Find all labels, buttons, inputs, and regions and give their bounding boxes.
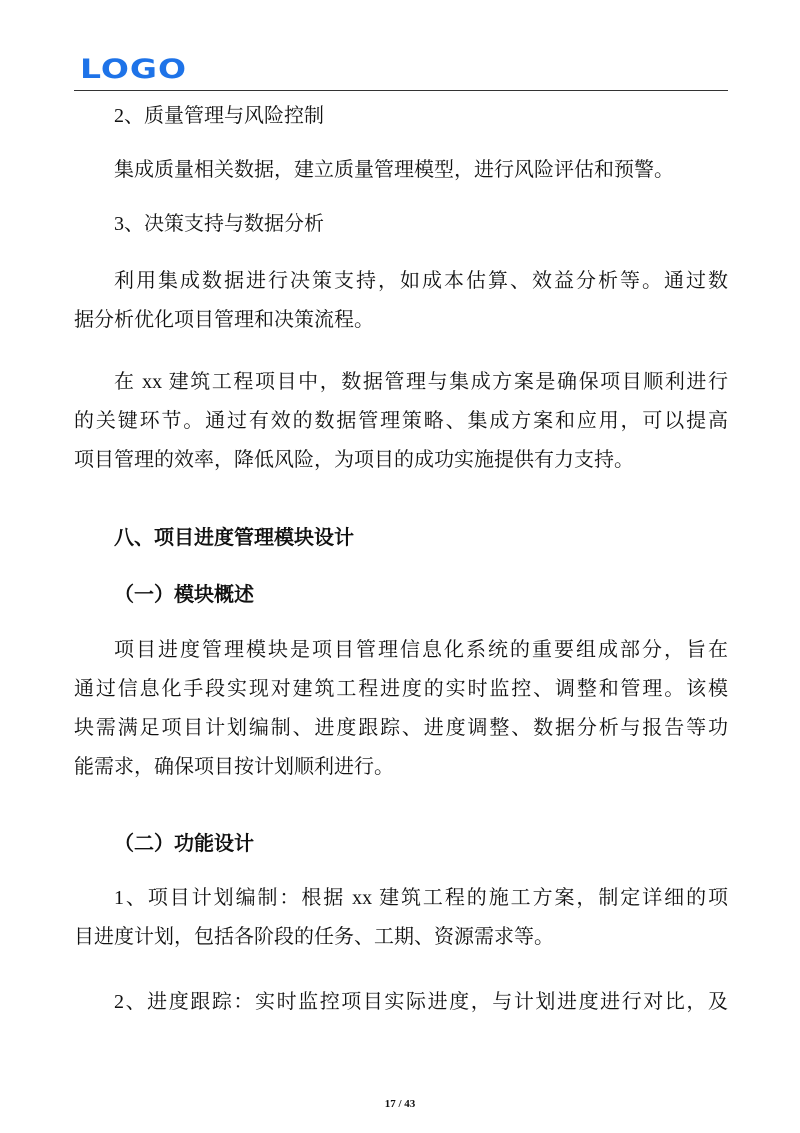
text-line: 2、进度跟踪：实时监控项目实际进度，与计划进度进行对比，及: [114, 991, 728, 1013]
paragraph-tracking: [74, 983, 728, 1022]
paragraph-summary: [74, 363, 728, 480]
text-line: 利用集成数据进行决策支持，如成本估算、效益分析等。通过数: [114, 270, 728, 292]
page-number: 17 / 43: [384, 1098, 416, 1110]
paragraph-overview: [74, 631, 728, 787]
subsection-heading-function: （二）功能设计: [114, 833, 254, 855]
logo: LOGO: [80, 52, 188, 85]
text-line: 能需求，确保项目按计划顺利进行。: [74, 756, 394, 778]
subheading-decision-support: 3、决策支持与数据分析: [114, 213, 324, 235]
subheading-quality-risk: 2、质量管理与风险控制: [114, 105, 324, 127]
paragraph-decision: [74, 262, 728, 340]
text-line: 的关键环节。通过有效的数据管理策略、集成方案和应用，可以提高: [74, 410, 728, 432]
header-divider: [74, 90, 728, 91]
text-line: 通过信息化手段实现对建筑工程进度的实时监控、调整和管理。该模: [74, 678, 728, 700]
text-line: 块需满足项目计划编制、进度跟踪、进度调整、数据分析与报告等功: [74, 717, 728, 739]
text-line: 项目管理的效率，降低风险，为项目的成功实施提供有力支持。: [74, 449, 634, 471]
text-line: 目进度计划，包括各阶段的任务、工期、资源需求等。: [74, 926, 554, 948]
text-line: 1、项目计划编制：根据 xx 建筑工程的施工方案，制定详细的项: [114, 887, 728, 909]
paragraph-plan: [74, 879, 728, 957]
subsection-heading-overview: （一）模块概述: [114, 584, 254, 606]
section-heading: 八、项目进度管理模块设计: [114, 527, 354, 549]
paragraph-quality: 集成质量相关数据，建立质量管理模型，进行风险评估和预警。: [114, 159, 674, 181]
text-line: 据分析优化项目管理和决策流程。: [74, 309, 374, 331]
text-line: 在 xx 建筑工程项目中，数据管理与集成方案是确保项目顺利进行: [114, 371, 728, 393]
text-line: 项目进度管理模块是项目管理信息化系统的重要组成部分，旨在: [114, 639, 728, 661]
